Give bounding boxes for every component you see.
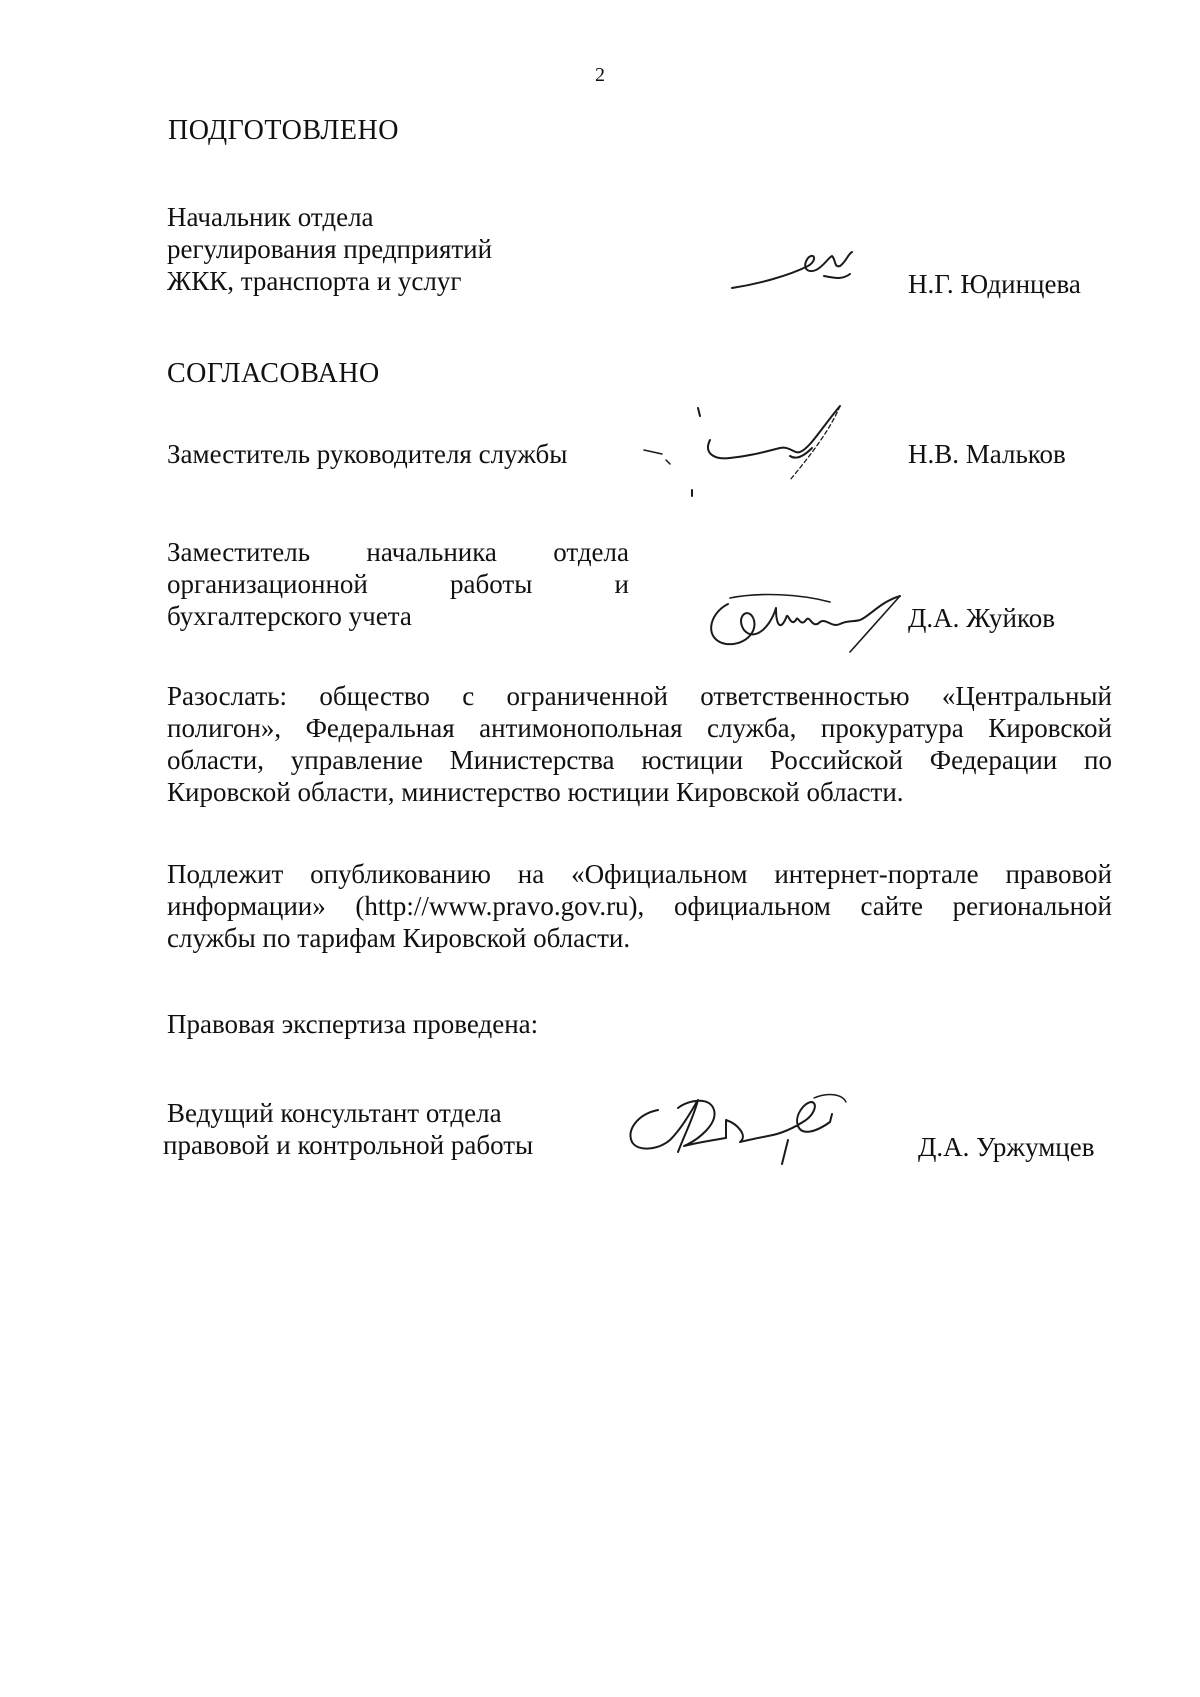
agreed-signer2-position-line-2: организационной работы и <box>167 569 629 599</box>
publication-paragraph <box>167 858 1112 954</box>
distribution-line-4: Кировской области, министерство юстиции Кировской области. <box>167 777 904 807</box>
publication-line-2: информации» (http://www.pravo.gov.ru), официальном сайте региональной <box>167 891 1112 921</box>
signature-yudintseva <box>728 240 858 300</box>
prepared-position-line-1: Начальник отдела <box>167 202 374 232</box>
legal-review-position-line-1: Ведущий консультант отдела <box>167 1098 502 1128</box>
distribution-line-1: Разослать: общество с ограниченной ответственностью «Центральный <box>167 681 1112 711</box>
signature-urzhumtsev <box>618 1080 858 1170</box>
legal-review-name: Д.А. Уржумцев <box>918 1132 1095 1162</box>
prepared-position-line-3: ЖКК, транспорта и услуг <box>167 266 462 296</box>
agreed-heading: СОГЛАСОВАНО <box>167 358 380 389</box>
signature-zhuikov <box>700 588 920 658</box>
prepared-position-line-2: регулирования предприятий <box>167 234 493 264</box>
prepared-name: Н.Г. Юдинцева <box>908 269 1081 299</box>
publication-line-3: службы по тарифам Кировской области. <box>167 923 631 953</box>
publication-line-1: Подлежит опубликованию на «Официальном интернет-портале правовой <box>167 859 1112 889</box>
agreed-signer1-name: Н.В. Мальков <box>908 439 1066 469</box>
distribution-line-2: полигон», Федеральная антимонопольная служба, прокуратура Кировской <box>167 713 1112 743</box>
signature-malkov <box>640 400 870 500</box>
legal-review-position-line-2: правовой и контрольной работы <box>163 1130 534 1160</box>
agreed-signer2-name: Д.А. Жуйков <box>908 603 1055 633</box>
prepared-heading: ПОДГОТОВЛЕНО <box>168 115 399 146</box>
agreed-signer2-position-line-1: Заместитель начальника отдела <box>167 537 629 567</box>
distribution-paragraph <box>167 680 1112 808</box>
page-number: 2 <box>595 64 605 86</box>
distribution-line-3: области, управление Министерства юстиции Российской Федерации по <box>167 745 1112 775</box>
legal-review-heading: Правовая экспертиза проведена: <box>167 1009 539 1039</box>
agreed-signer2-position-line-3: бухгалтерского учета <box>167 601 412 631</box>
agreed-signer1-position: Заместитель руководителя службы <box>167 439 568 469</box>
